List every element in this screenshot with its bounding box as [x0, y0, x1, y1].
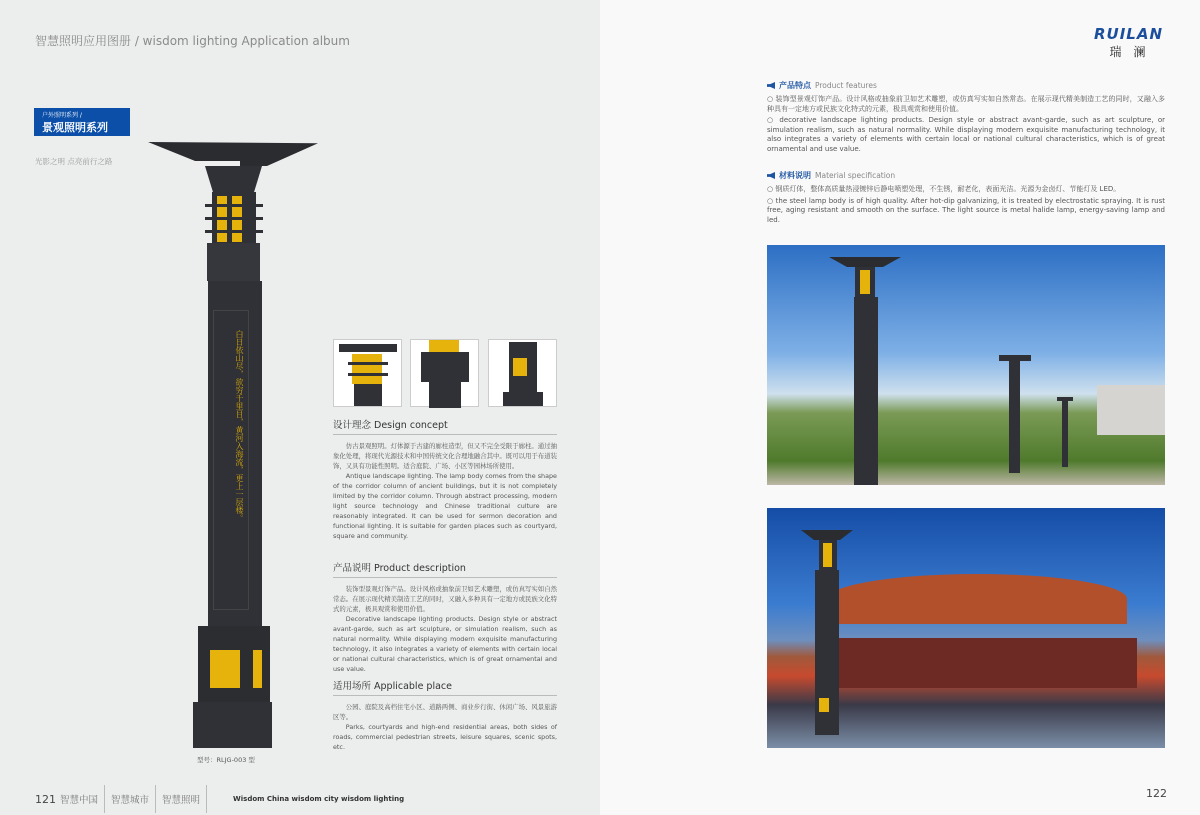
- series-main: 景观照明系列: [42, 121, 108, 134]
- series-label: [34, 108, 130, 136]
- detail-thumbnail-top: [333, 339, 402, 407]
- brand-logo: [1094, 25, 1163, 60]
- daytime-installation-photo: [767, 245, 1165, 485]
- detail-thumbnail-base: [488, 339, 557, 407]
- features-title: 产品特点: [779, 81, 811, 90]
- applicable-place-en: Parks, courtyards and high-end residential areas, both sides of roads, commercial pedestrian streets, leisure squares, scenic spots, etc.: [333, 723, 557, 751]
- design-concept-title: 设计理念 Design concept: [333, 417, 557, 435]
- speaker-icon: [767, 172, 775, 179]
- footer-slogan-en: Wisdom China wisdom city wisdom lighting: [233, 795, 405, 803]
- detail-thumbnail-middle: [410, 339, 479, 407]
- night-installation-photo: [767, 508, 1165, 748]
- material-en: ○ the steel lamp body is of high quality. After hot-dip galvanizing, it is treated by electrostatic spraying. It is rust free, aging resistant and smooth on the surface. The light source is metal halide lamp, energy-saving lamp and led.: [767, 196, 1165, 224]
- product-description-title: 产品说明 Product description: [333, 560, 557, 578]
- page-number-left: 121: [35, 792, 56, 806]
- speaker-icon: [767, 82, 775, 89]
- applicable-place-cn: 公园、庭院及高档住宅小区、道路两侧、商业步行街、休闲广场、风景旅游区等。: [333, 703, 557, 721]
- footer-item: 智慧照明: [162, 795, 201, 806]
- applicable-place-title: 适用场所 Applicable place: [333, 678, 557, 696]
- logo-cn: 瑞澜: [1109, 45, 1158, 59]
- material-title-en: Material specification: [815, 171, 896, 180]
- features-en: ○ decorative landscape lighting products. Design style or abstract avant-garde, such as art sculpture, or simulation realism, such as natural normality. While displaying modern exquisite manufacturing technology, it also integrates a variety of elements with certain local or national cultural characteristics, which is of great ornamental and use value.: [767, 116, 1165, 153]
- material-title: 材料说明: [779, 171, 811, 180]
- album-title: 智慧照明应用图册 / wisdom lighting Application album: [35, 34, 350, 48]
- features-cn: ○ 装饰型景观灯饰产品。设计风格或抽象前卫如艺术雕塑，或仿真写实如自然常态。在展示现代精美制造工艺的同时，又融入多种具有一定地方或民族文化特式的元素，极具观赏和使用价值。: [767, 95, 1165, 113]
- footer-item: 智慧中国: [60, 795, 99, 806]
- design-concept-en: Antique landscape lighting. The lamp body comes from the shape of the corridor column of ancient buildings, but it is not completely limited by the corridor column. Through abstract processing, modern light source technology and Chinese traditional culture are reasonably integrated. It can be used for sermon decoration and functional lighting. It is suitable for garden places such as courtyard, square and community.: [333, 472, 557, 540]
- design-concept-cn: 仿古景观照明。灯体源于古建的廊柱造型，但又不完全受限于廊柱。通过抽象化处理，将现代光源技术和中国传统文化合理地融合其中。既可以用于布道装饰，又具有功能性照明。适合庭院、广场、小区等园林场所使用。: [333, 442, 557, 470]
- series-sub: 户外照明系列 /: [42, 112, 82, 119]
- product-description-cn: 装饰型景观灯饰产品。设计风格或抽象前卫如艺术雕塑，或仿真写实如自然常态。在展示现代精美制造工艺的同时，又融入多种具有一定地方或民族文化特式的元素，极具观赏和使用价值。: [333, 585, 557, 613]
- material-cn: ○ 钢质灯体，整体高质量热浸镀锌后静电喷塑处理，不生锈，耐老化，表面光洁。光源为金卤灯、节能灯及 LED。: [767, 185, 1121, 193]
- model-number: 型号：RLJG-003 型: [197, 756, 255, 764]
- logo-en: RUILAN: [1094, 25, 1164, 43]
- features-title-en: Product features: [815, 81, 877, 90]
- product-description-en: Decorative landscape lighting products. Design style or abstract avant-garde, such as art sculpture, or simulation realism, such as natural normality. While displaying modern exquisite manufacturing technology, it also integrates a variety of elements with certain local or national cultural characteristics, which is of great ornamental and use value.: [333, 615, 557, 673]
- page-number-right: 122: [1146, 787, 1167, 800]
- footer: [35, 785, 404, 813]
- lamp-inscription: 白日依山尽，欲穷千里目，黄河入海流，更上一层楼。: [235, 330, 244, 522]
- footer-item: 智慧城市: [111, 795, 150, 806]
- slogan: 光影之明 点亮前行之路: [35, 157, 113, 166]
